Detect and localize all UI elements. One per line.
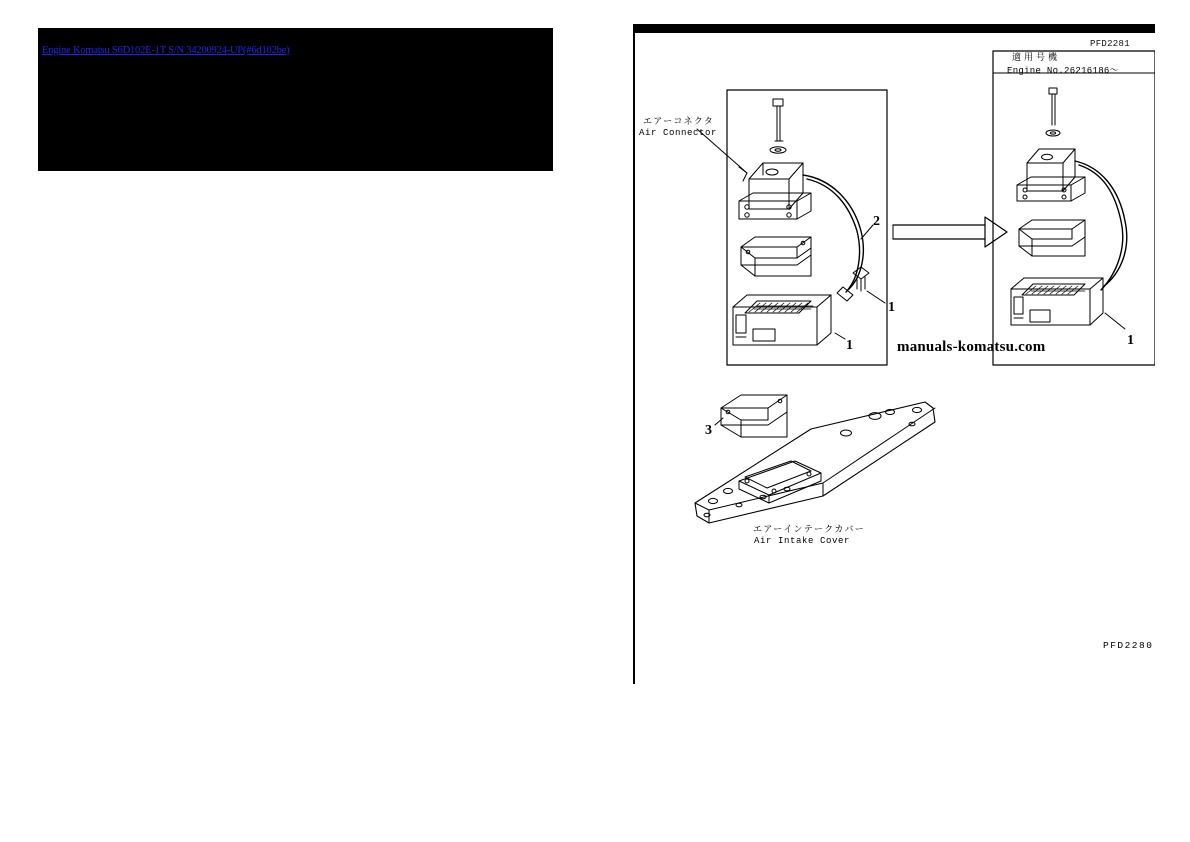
parts-drawing-panel [633, 24, 1155, 684]
inset-part-code: PFD2281 [1090, 39, 1130, 49]
item-number-1-bolt: 1 [888, 300, 895, 315]
item-number-3-gasket: 3 [705, 423, 712, 438]
document-title-link[interactable]: Engine Komatsu S6D102E-1T S/N 34200924-UP(#6d102be) [42, 45, 290, 56]
title-banner [38, 28, 553, 171]
air-connector-label-en: Air Connector [639, 128, 718, 138]
item-number-2-cable: 2 [873, 214, 880, 229]
exploded-parts-figure [635, 33, 1155, 684]
inset-title-japanese: 適用号機 [1012, 53, 1061, 63]
item-number-1-heater: 1 [846, 338, 853, 353]
air-intake-cover-label-en: Air Intake Cover [754, 536, 851, 546]
item-number-1-inset: 1 [1127, 333, 1134, 348]
panel-top-rule [635, 24, 1155, 33]
site-watermark: manuals-komatsu.com [897, 339, 1046, 355]
air-intake-cover-label-jp: エアーインテークカバー [753, 525, 865, 535]
drawing-code: PFD2280 [1103, 640, 1154, 651]
air-connector-label-jp: エアーコネクタ [643, 117, 714, 127]
inset-engine-number: Engine No.26216186～ [1007, 66, 1119, 76]
